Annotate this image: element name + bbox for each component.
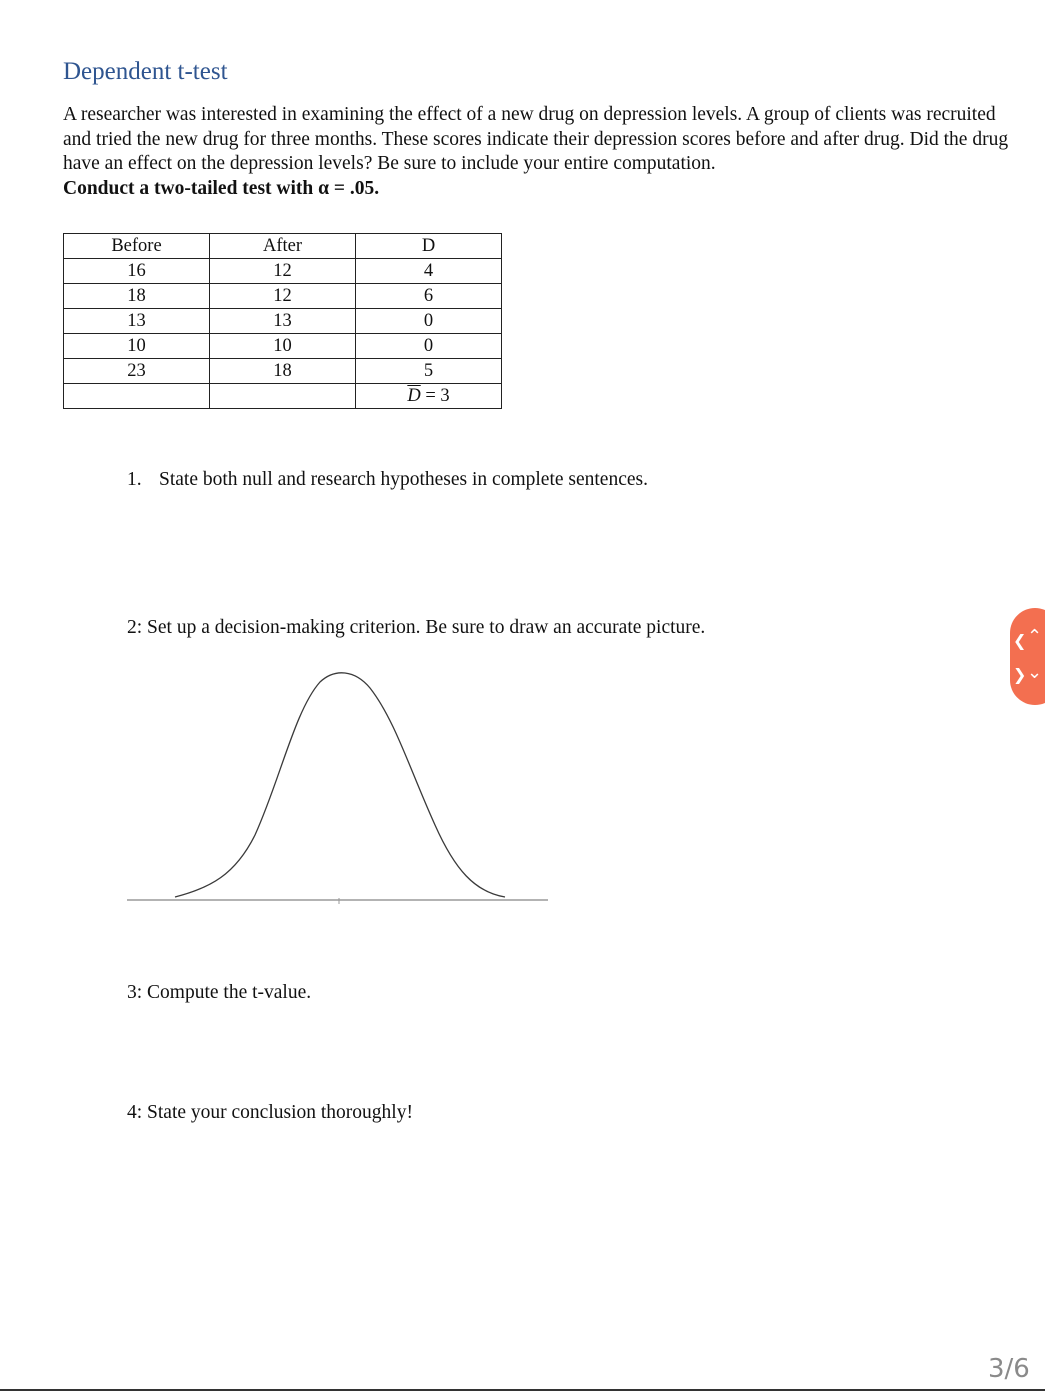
chevron-down-icon[interactable]: ⌄ — [1027, 662, 1043, 683]
empty-cell-after — [210, 384, 356, 409]
question-4: 4: State your conclusion thoroughly! — [127, 1102, 413, 1123]
question-1-text: State both null and research hypotheses in complete sentences. — [159, 469, 648, 490]
page-navigation-widget — [1010, 608, 1045, 705]
table-cell: 12 — [210, 284, 356, 309]
chevron-left-icon[interactable]: ❮ — [1013, 631, 1027, 650]
page-bottom-divider — [0, 1389, 1045, 1391]
table-cell: 4 — [356, 259, 502, 284]
scores-table — [63, 233, 502, 409]
column-header-after: After — [210, 234, 356, 259]
table-header-row — [64, 234, 502, 259]
question-1-number: 1. — [127, 469, 142, 490]
table-cell: 12 — [210, 259, 356, 284]
table-row — [64, 259, 502, 284]
problem-statement — [63, 103, 1023, 201]
table-row — [64, 359, 502, 384]
table-row — [64, 309, 502, 334]
table-cell: 16 — [64, 259, 210, 284]
table-row — [64, 334, 502, 359]
table-cell: 18 — [210, 359, 356, 384]
table-footer-row — [64, 384, 502, 409]
table-cell: 23 — [64, 359, 210, 384]
chevron-right-icon[interactable]: ❯ — [1013, 665, 1027, 684]
table-cell: 0 — [356, 309, 502, 334]
page-indicator: 3/6 — [988, 1354, 1030, 1384]
table-cell: 10 — [64, 334, 210, 359]
mean-difference-value: = 3 — [425, 386, 450, 406]
document-title: Dependent t-test — [63, 58, 228, 85]
normal-curve-figure — [120, 660, 560, 920]
test-instruction: Conduct a two-tailed test with α = .05. — [63, 177, 380, 199]
question-1 — [127, 469, 648, 491]
table-cell: 6 — [356, 284, 502, 309]
table-cell: 0 — [356, 334, 502, 359]
question-3: 3: Compute the t-value. — [127, 982, 312, 1003]
column-header-d: D — [356, 234, 502, 259]
table-cell: 5 — [356, 359, 502, 384]
problem-text: A researcher was interested in examining the effect of a new drug on depression levels. A group of clients was recruited and tried the new drug for three months. These scores indicate their depression scores before and after drug. Did the drug have an effect on the depression levels? Be sure to include your entire computation. — [63, 104, 1009, 174]
table-cell: 13 — [210, 309, 356, 334]
table-cell: 13 — [64, 309, 210, 334]
column-header-before: Before — [64, 234, 210, 259]
d-bar-symbol: D — [407, 386, 421, 406]
question-2: 2: Set up a decision-making criterion. Be sure to draw an accurate picture. — [127, 617, 706, 638]
table-cell: 10 — [210, 334, 356, 359]
table-cell: 18 — [64, 284, 210, 309]
empty-cell-before — [64, 384, 210, 409]
table-row — [64, 284, 502, 309]
bell-curve — [175, 673, 505, 897]
chevron-up-icon[interactable]: ⌃ — [1027, 626, 1043, 647]
mean-difference-cell — [356, 384, 502, 409]
